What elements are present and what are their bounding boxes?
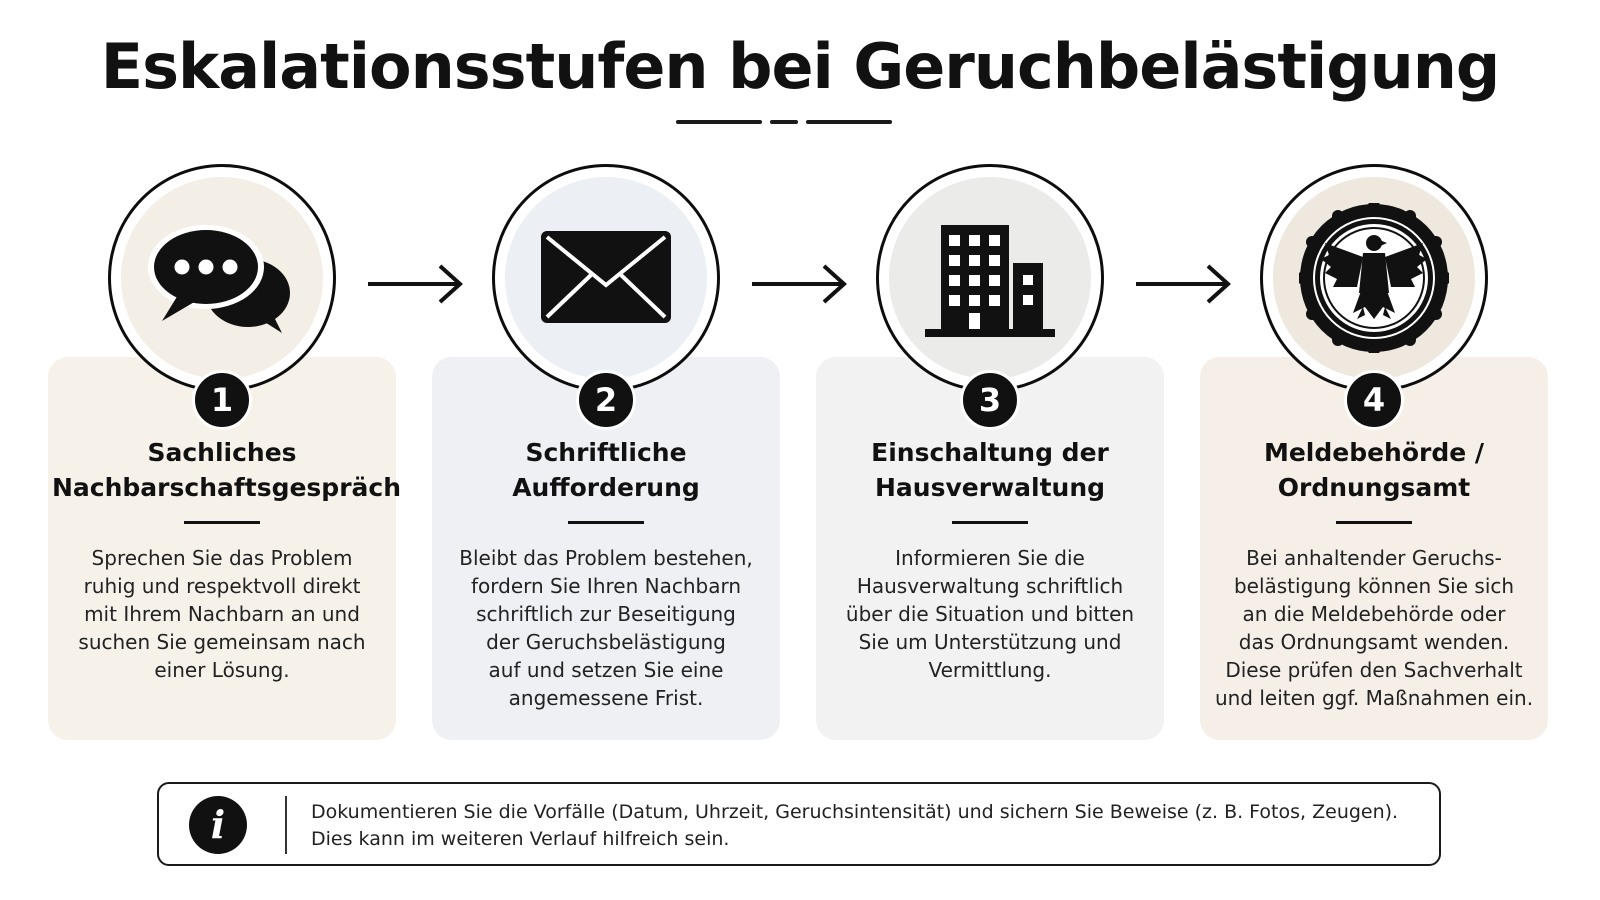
building-icon — [925, 221, 1059, 339]
step-divider — [184, 521, 260, 524]
title-underline-left — [676, 120, 762, 124]
step-title: Meldebehörde / Ordnungsamt — [1263, 438, 1485, 502]
title-underline-middle — [770, 120, 798, 124]
step-number-badge: 2 — [576, 370, 636, 430]
info-text: Dokumentieren Sie die Vorfälle (Datum, Uhrzeit, Geruchsintensität) und sichern Sie Beweise (z. B. Fotos, Zeugen). Dies kann im weiteren Verlauf hilfreich sein. — [311, 801, 1399, 850]
step-title: Schriftliche Aufforderung — [512, 438, 700, 502]
info-icon: i — [189, 796, 247, 854]
step-description: Sprechen Sie das Problem ruhig und respektvoll direkt mit Ihrem Nachbarn an und suchen Sie gemeinsam nach einer Lösung. — [78, 546, 366, 682]
step-number-badge: 4 — [1344, 370, 1404, 430]
step-divider — [568, 521, 644, 524]
step-description: Bleibt das Problem bestehen, fordern Sie Ihren Nachbarn schriftlich zur Beseitigung der Geruchsbelästigung auf und setzen Sie eine angemessene Frist. — [459, 546, 753, 710]
step-icon-circle-2 — [492, 164, 720, 392]
eagle-seal-icon — [1299, 203, 1449, 353]
title-underline-right — [806, 120, 892, 124]
step-title: Sachliches Nachbarschaftsgespräch — [52, 438, 402, 502]
step-description: Informieren Sie die Hausverwaltung schriftlich über die Situation und bitten Sie um Unterstützung und Vermittlung. — [845, 546, 1135, 682]
arrow-right-icon — [366, 262, 464, 306]
step-number-badge: 1 — [192, 370, 252, 430]
step-description: Bei anhaltender Geruchs- belästigung können Sie sich an die Meldebehörde oder das Ordnungsamt wenden. Diese prüfen den Sachverhalt und leiten ggf. Maßnahmen ein. — [1214, 546, 1534, 710]
arrow-right-icon — [1134, 262, 1232, 306]
arrow-right-icon — [750, 262, 848, 306]
chat-bubbles-icon — [148, 221, 298, 341]
page-title: Eskalationsstufen bei Geruchbelästigung — [100, 30, 1500, 103]
step-number-badge: 3 — [960, 370, 1020, 430]
step-icon-circle-3 — [876, 164, 1104, 392]
step-icon-circle-4 — [1260, 164, 1488, 392]
step-icon-circle-1 — [108, 164, 336, 392]
step-divider — [952, 521, 1028, 524]
envelope-icon — [539, 229, 673, 325]
info-divider — [285, 796, 287, 854]
info-box — [157, 782, 1441, 866]
step-divider — [1336, 521, 1412, 524]
step-title: Einschaltung der Hausverwaltung — [871, 438, 1109, 502]
